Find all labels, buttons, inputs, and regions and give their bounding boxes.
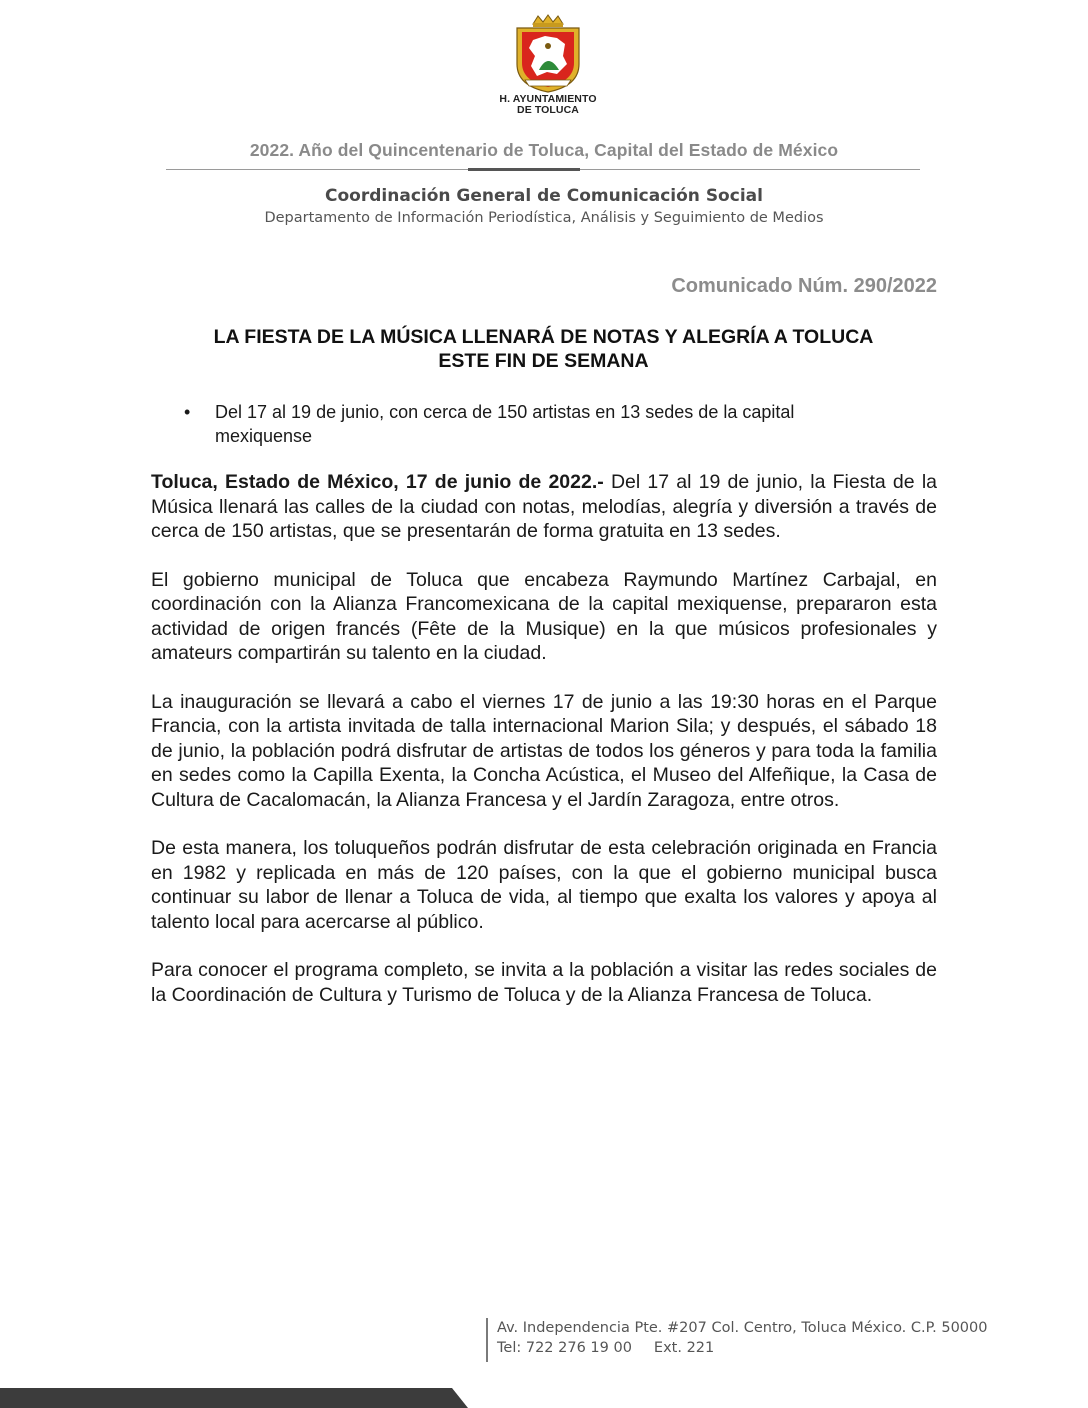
department-main: Coordinación General de Comunicación Social bbox=[325, 186, 763, 206]
coat-of-arms-icon bbox=[511, 14, 585, 94]
paragraph-5: Para conocer el programa completo, se invita a la población a visitar las redes sociales de la Coordinación de Cultura y Turismo de Toluca y de la Alianza Francesa de Toluca. bbox=[151, 959, 937, 1006]
paragraph-2: El gobierno municipal de Toluca que encabeza Raymundo Martínez Carbajal, en coordinación con la Alianza Francomexicana de la capital mexiquense, prepararon esta actividad de origen francés (Fête de la Musique) en la que músicos profesionales y amateurs compartirán su talento en la ciudad. bbox=[151, 568, 937, 664]
headline-line2: ESTE FIN DE SEMANA bbox=[438, 350, 649, 372]
footer-contact bbox=[497, 1340, 714, 1356]
logo-line1: H. AYUNTAMIENTO bbox=[499, 93, 597, 105]
header-divider-accent bbox=[468, 168, 580, 171]
paragraph-4: De esta manera, los toluqueños podrán disfrutar de esta celebración originada en Francia en 1982 y replicada en más de 120 países, con la que el gobierno municipal busca continuar su labor de llenar a Toluca de vida, al tiempo que exalta los valores y apoya al talento local para acercarse al público. bbox=[151, 837, 937, 933]
bullet-line2: mexiquense bbox=[215, 426, 313, 446]
footer-address: Av. Independencia Pte. #207 Col. Centro, Toluca México. C.P. 50000 bbox=[497, 1320, 988, 1336]
dateline: Toluca, Estado de México, 17 de junio de 2022.- bbox=[151, 471, 604, 493]
paragraph-3: La inauguración se llevará a cabo el viernes 17 de junio a las 19:30 horas en el Parque Francia, con la artista invitada de talla internacional Marion Sila; y después, el sábado 18 de junio, la población podrá disfrutar de artistas de todos los géneros y para toda la familia en sedes como la Capilla Exenta, la Concha Acústica, el Museo del Alfeñique, la Casa de Cultura de Cacalomacán, la Alianza Francesa y el Jardín Zaragoza, entre otros. bbox=[151, 690, 937, 811]
summary-bullet bbox=[180, 400, 880, 448]
year-motto: 2022. Año del Quincentenario de Toluca, Capital del Estado de México bbox=[249, 140, 839, 160]
logo-line2: DE TOLUCA bbox=[517, 104, 579, 116]
article-body bbox=[151, 470, 937, 1031]
headline bbox=[150, 325, 937, 373]
headline-line1: LA FIESTA DE LA MÚSICA LLENARÁ DE NOTAS Y ALEGRÍA A TOLUCA bbox=[213, 326, 874, 348]
department-sub: Departamento de Información Periodística, Análisis y Seguimiento de Medios bbox=[264, 210, 824, 226]
summary-bullets bbox=[180, 400, 880, 448]
footer-bar bbox=[0, 1388, 1088, 1408]
footer-extension: Ext. 221 bbox=[653, 1340, 715, 1356]
paragraph-1-text: Del 17 al 19 de junio, la Fiesta de la Música llenará las calles de la ciudad con notas, melodías, alegría y diversión a través de cerca de 150 artistas, que se presentarán de forma gratuita en 13 sedes. bbox=[151, 471, 937, 542]
footer-phone: Tel: 722 276 19 00 bbox=[497, 1340, 632, 1356]
footer-divider bbox=[486, 1318, 488, 1362]
release-number: Comunicado Núm. 290/2022 bbox=[671, 275, 937, 297]
paragraph-1 bbox=[151, 470, 937, 544]
toluca-logo bbox=[496, 14, 600, 116]
bullet-marker: • bbox=[184, 402, 191, 422]
bullet-line1: Del 17 al 19 de junio, con cerca de 150 artistas en 13 sedes de la capital bbox=[215, 402, 795, 422]
